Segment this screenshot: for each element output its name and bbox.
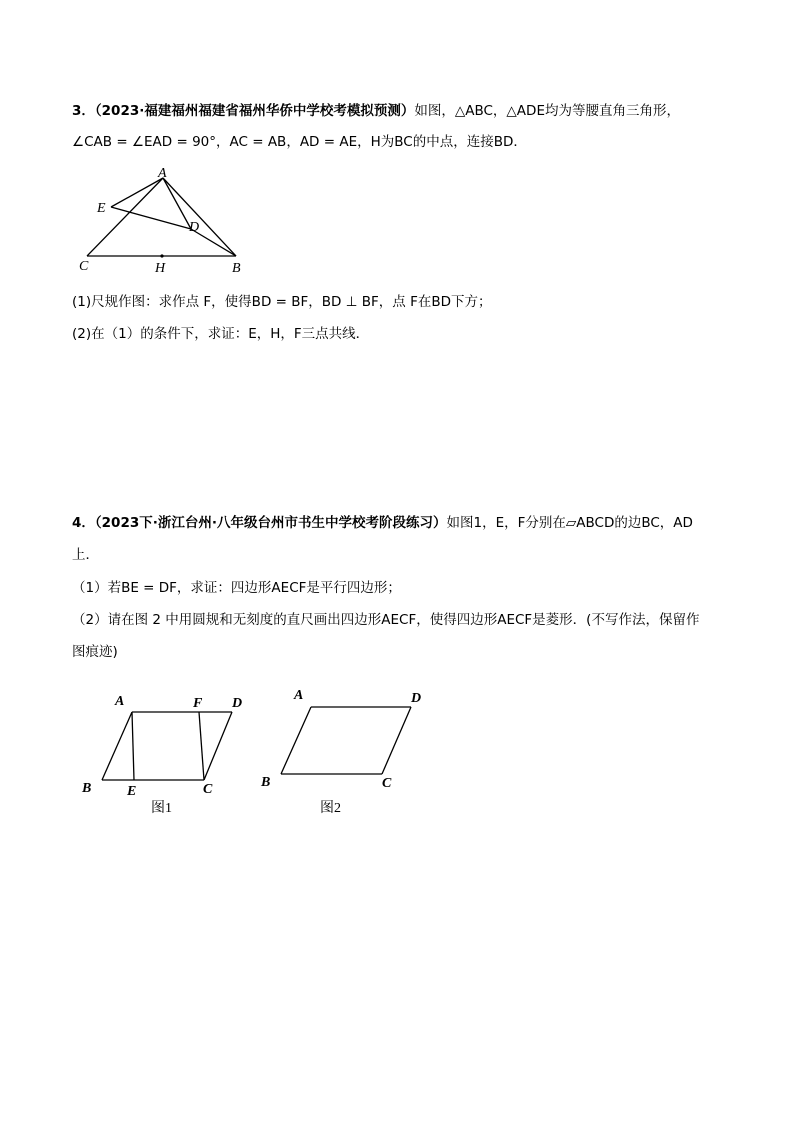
q4-part2b-text: 图痕迹) <box>72 644 118 660</box>
q3-source: （2023·福建福州福建省福州华侨中学校考模拟预测） <box>94 103 415 119</box>
q4-source: （2023下·浙江台州·八年级台州市书生中学校考阶段练习） <box>94 515 447 531</box>
fig1-label-e: E <box>127 784 137 799</box>
q3-label-b: B <box>232 261 241 276</box>
q4-figure-1 <box>102 712 232 780</box>
fig2-segment-dc <box>382 707 411 774</box>
fig2-segment-ab <box>281 707 311 774</box>
q4-stem-1b: 上． <box>72 547 99 563</box>
fig1-caption: 图1 <box>151 801 172 816</box>
q3-label-e: E <box>97 201 106 216</box>
q4-number: 4． <box>72 515 95 531</box>
q4-stem-1: 如图1，E，F分别在▱ABCD的边BC，AD <box>446 515 693 531</box>
q3-part2-text: (2)在（1）的条件下，求证：E，H，F三点共线． <box>72 326 370 342</box>
fig2-label-a: A <box>294 688 304 703</box>
q3-stem-2: ∠CAB = ∠EAD = 90°，AC = AB，AD = AE，H为BC的中点，连接BD． <box>72 134 527 150</box>
fig2-label-c: C <box>382 776 392 791</box>
q4-figure-2 <box>281 707 411 774</box>
fig1-label-f: F <box>193 696 203 711</box>
fig1-label-a: A <box>115 694 125 709</box>
fig1-segment-ae <box>132 712 134 780</box>
fig2-label-b: B <box>261 775 271 790</box>
q3-number: 3． <box>72 103 95 119</box>
q3-label-h: H <box>155 261 166 276</box>
fig1-segment-fc <box>199 712 204 780</box>
fig1-segment-dc <box>204 712 232 780</box>
fig1-label-c: C <box>203 782 213 797</box>
q3-part1-text: (1)尺规作图：求作点 F，使得BD = BF，BD ⊥ BF，点 F在BD下方； <box>72 294 492 310</box>
fig1-label-d: D <box>232 696 243 711</box>
q3-label-a: A <box>158 166 167 181</box>
q4-part2a-text: （2）请在图 2 中用圆规和无刻度的直尺画出四边形AECF，使得四边形AECF是菱形．(不写作法，保留作 <box>72 612 700 628</box>
fig1-label-b: B <box>82 781 92 796</box>
q3-stem-1: 如图，△ABC，△ADE均为等腰直角三角形， <box>414 103 680 119</box>
q3-label-c: C <box>79 259 89 274</box>
fig1-segment-ab <box>102 712 132 780</box>
q3-label-d: D <box>189 220 200 235</box>
fig2-caption: 图2 <box>320 801 341 816</box>
fig2-label-d: D <box>411 691 422 706</box>
q4-part1-text: （1）若BE = DF，求证：四边形AECF是平行四边形； <box>72 580 401 596</box>
